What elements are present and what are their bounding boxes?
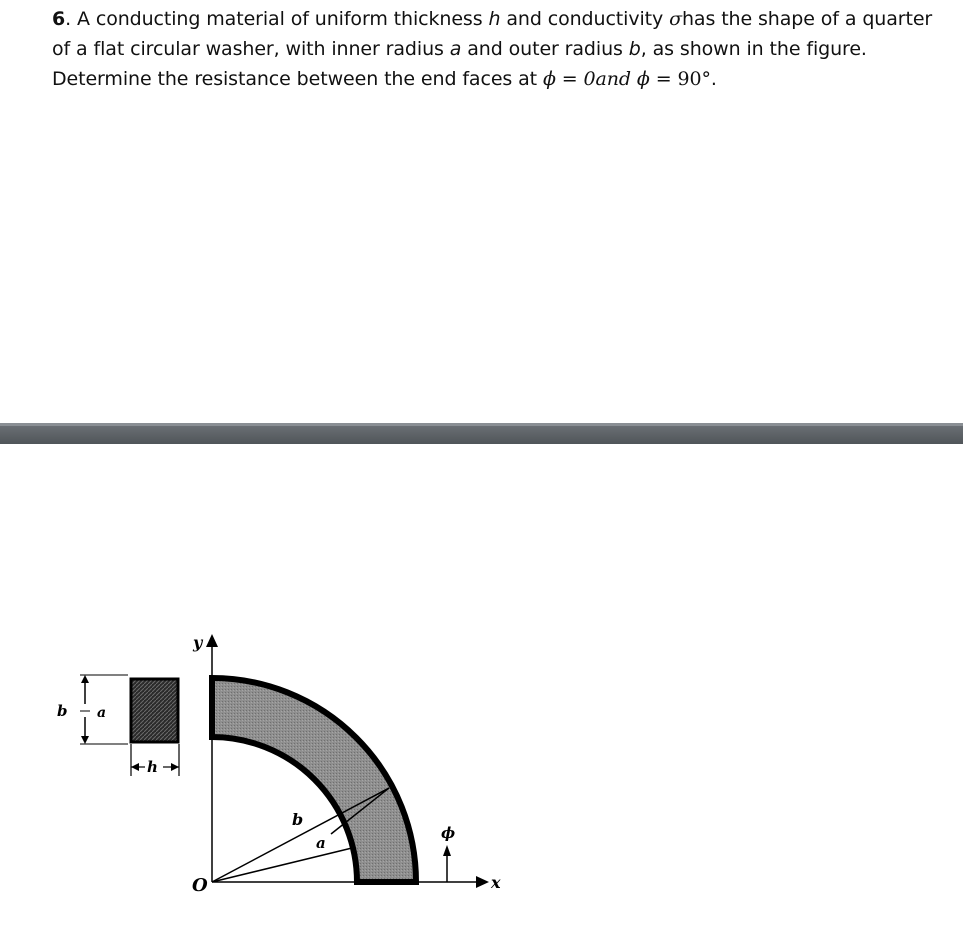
phi-arrow <box>443 845 451 882</box>
equation-2 <box>637 68 711 90</box>
var-sigma: σ <box>669 8 682 30</box>
label-b-radius: b <box>292 810 304 829</box>
var-b: b <box>628 38 641 60</box>
eq1-rest: 0and <box>583 68 637 90</box>
label-phi: ϕ <box>441 824 456 842</box>
eq1-equals: = <box>555 68 584 90</box>
problem-statement <box>52 4 952 94</box>
text-part-1: . A conducting material of uniform thickness <box>65 8 489 30</box>
cross-section-rect <box>131 679 178 742</box>
var-a: a <box>449 38 462 60</box>
label-y: y <box>193 633 203 652</box>
problem-number: 6 <box>52 8 66 30</box>
section-divider <box>0 423 963 444</box>
eq2-phi: ϕ <box>636 68 650 90</box>
eq1-phi: ϕ <box>542 68 556 90</box>
eq2-equals: = <box>649 68 678 90</box>
label-x: x <box>491 873 501 892</box>
eq2-value: 90° <box>677 68 711 90</box>
text-part-4: and outer radius <box>461 38 629 60</box>
equation-1 <box>543 68 637 90</box>
text-end: . <box>710 68 717 90</box>
label-h: h <box>147 758 158 776</box>
label-a-left: a <box>97 705 107 721</box>
label-origin: O <box>192 875 208 896</box>
label-b-left: b <box>57 702 68 720</box>
radius-a-line <box>212 848 352 882</box>
text-part-5: , as shown in the figure. Determine the resistance between the end faces at <box>52 38 867 90</box>
quarter-washer <box>212 678 416 882</box>
washer-figure <box>0 620 560 910</box>
text-part-3: has the shape of a quarter of a flat circular washer, with inner radius <box>52 8 933 60</box>
label-a-radius: a <box>316 834 326 852</box>
var-h: h <box>488 8 501 30</box>
text-part-2: and conductivity <box>500 8 670 30</box>
